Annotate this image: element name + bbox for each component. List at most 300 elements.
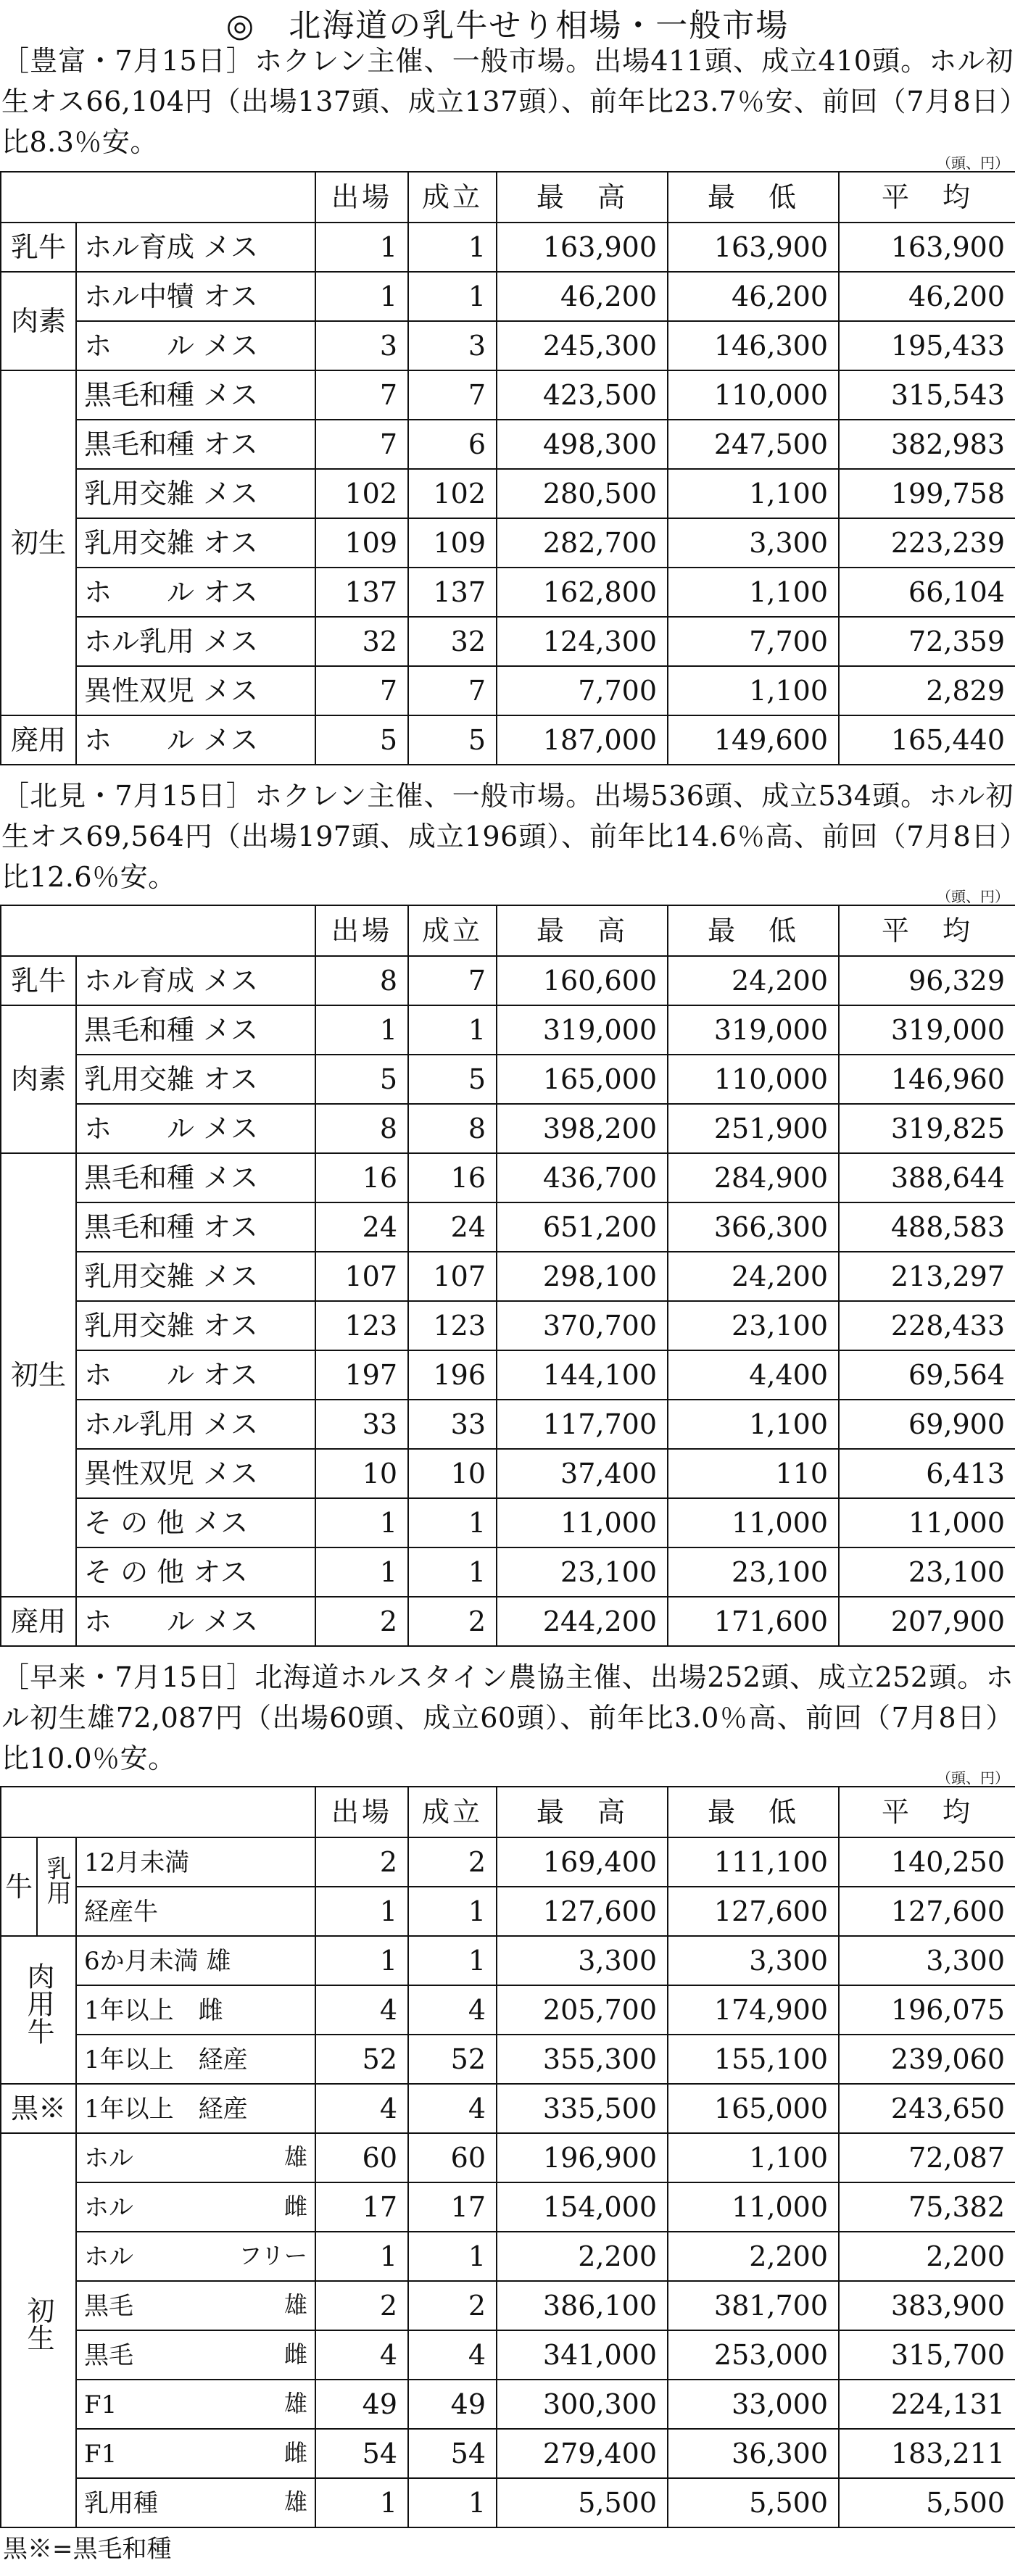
value-cell: 146,300 — [668, 321, 839, 370]
value-cell: 355,300 — [497, 2035, 668, 2084]
value-cell: 2,200 — [497, 2232, 668, 2281]
value-cell: 102 — [315, 469, 408, 518]
value-cell: 196,900 — [497, 2133, 668, 2182]
value-cell: 169,400 — [497, 1837, 668, 1887]
value-cell: 284,900 — [668, 1153, 839, 1202]
item-cell: ホル育成 メス — [76, 956, 315, 1005]
item-cell: ホ ル オス — [76, 1350, 315, 1400]
value-cell: 171,600 — [668, 1597, 839, 1646]
value-cell: 54 — [315, 2429, 408, 2478]
item-label: 1年以上 雌 — [84, 1996, 223, 2025]
value-cell: 251,900 — [668, 1104, 839, 1153]
value-cell: 8 — [315, 956, 408, 1005]
table-row — [1, 2182, 1015, 2232]
value-cell: 423,500 — [497, 370, 668, 420]
item-cell — [76, 2281, 315, 2330]
category-cell: 乳牛 — [1, 956, 76, 1005]
value-cell: 8 — [315, 1104, 408, 1153]
value-cell: 223,239 — [839, 518, 1015, 568]
value-cell: 11,000 — [668, 1498, 839, 1547]
value-cell: 5 — [315, 715, 408, 765]
table-row — [1, 420, 1015, 469]
section-2-unit: （頭、円） — [937, 888, 1009, 905]
category-label: 肉用牛 — [22, 1961, 54, 2045]
value-cell: 2 — [408, 2281, 497, 2330]
value-cell: 4,400 — [668, 1350, 839, 1400]
column-header: 成立 — [408, 905, 497, 956]
value-cell: 388,644 — [839, 1153, 1015, 1202]
value-cell: 123 — [315, 1301, 408, 1350]
value-cell: 154,000 — [497, 2182, 668, 2232]
item-cell: ホル乳用 メス — [76, 617, 315, 666]
value-cell: 10 — [315, 1449, 408, 1498]
value-cell: 1 — [315, 1887, 408, 1936]
column-header: 最 高 — [497, 172, 668, 223]
value-cell: 386,100 — [497, 2281, 668, 2330]
value-cell: 54 — [408, 2429, 497, 2478]
value-cell: 11,000 — [839, 1498, 1015, 1547]
section-1-unit: （頭、円） — [937, 154, 1009, 172]
item-sublabel: 雌 — [284, 2439, 308, 2467]
value-cell: 383,900 — [839, 2281, 1015, 2330]
table-row — [1, 2429, 1015, 2478]
item-cell: ホ ル メス — [76, 715, 315, 765]
value-cell: 1 — [408, 2232, 497, 2281]
item-cell: ホ ル メス — [76, 1104, 315, 1153]
category-cell — [1, 1936, 76, 2084]
section-3-unit: （頭、円） — [937, 1769, 1009, 1787]
item-cell: 黒毛和種 オス — [76, 420, 315, 469]
value-cell: 2 — [315, 2281, 408, 2330]
table-row — [1, 617, 1015, 666]
value-cell: 1 — [408, 1498, 497, 1547]
item-label: F1 — [84, 2440, 117, 2469]
table-row — [1, 272, 1015, 321]
section-2-intro: ［北見・7月15日］ホクレン主催、一般市場。出場536頭、成立534頭。ホル初生オス69,564円（出場197頭、成立196頭）、前年比14.6％高、前回（7月8日）比12.6％安。 — [1, 780, 1014, 893]
value-cell: 127,600 — [668, 1887, 839, 1936]
category-cell: 黒※ — [1, 2084, 76, 2133]
value-cell: 5,500 — [668, 2478, 839, 2527]
value-cell: 23,100 — [668, 1547, 839, 1597]
value-cell: 7 — [408, 956, 497, 1005]
table-row — [1, 321, 1015, 370]
column-header: 出場 — [315, 1787, 408, 1837]
item-cell: 異性双児 メス — [76, 666, 315, 715]
value-cell: 6,413 — [839, 1449, 1015, 1498]
table-row — [1, 518, 1015, 568]
value-cell: 163,900 — [668, 223, 839, 272]
table-row — [1, 2084, 1015, 2133]
value-cell: 110 — [668, 1449, 839, 1498]
value-cell: 341,000 — [497, 2330, 668, 2380]
item-cell: そ の 他 オス — [76, 1547, 315, 1597]
item-sublabel: 雄 — [284, 2488, 308, 2516]
category-cell: 初生 — [1, 370, 76, 715]
value-cell: 163,900 — [497, 223, 668, 272]
value-cell: 24,200 — [668, 956, 839, 1005]
value-cell: 1 — [408, 1547, 497, 1597]
category-cell — [1, 2133, 76, 2527]
item-cell — [76, 1936, 315, 1985]
value-cell: 4 — [315, 2330, 408, 2380]
value-cell: 195,433 — [839, 321, 1015, 370]
table-row — [1, 370, 1015, 420]
table-row — [1, 2133, 1015, 2182]
table-row — [1, 1350, 1015, 1400]
value-cell: 75,382 — [839, 2182, 1015, 2232]
value-cell: 10 — [408, 1449, 497, 1498]
table-row — [1, 1202, 1015, 1252]
column-header: 最 高 — [497, 1787, 668, 1837]
value-cell: 205,700 — [497, 1985, 668, 2035]
table-row — [1, 1301, 1015, 1350]
value-cell: 183,211 — [839, 2429, 1015, 2478]
value-cell: 174,900 — [668, 1985, 839, 2035]
item-label: 12月未満 — [84, 1848, 190, 1877]
value-cell: 127,600 — [839, 1887, 1015, 1936]
value-cell: 72,359 — [839, 617, 1015, 666]
column-header: 最 高 — [497, 905, 668, 956]
value-cell: 319,000 — [839, 1005, 1015, 1055]
value-cell: 109 — [315, 518, 408, 568]
header-blank — [1, 1787, 315, 1837]
item-cell — [76, 2232, 315, 2281]
value-cell: 140,250 — [839, 1837, 1015, 1887]
value-cell: 5,500 — [497, 2478, 668, 2527]
value-cell: 69,564 — [839, 1350, 1015, 1400]
value-cell: 146,960 — [839, 1055, 1015, 1104]
value-cell: 488,583 — [839, 1202, 1015, 1252]
value-cell: 127,600 — [497, 1887, 668, 1936]
value-cell: 49 — [315, 2380, 408, 2429]
value-cell: 498,300 — [497, 420, 668, 469]
table-row — [1, 1498, 1015, 1547]
value-cell: 144,100 — [497, 1350, 668, 1400]
value-cell: 5 — [315, 1055, 408, 1104]
item-cell — [76, 1837, 315, 1887]
table-row — [1, 715, 1015, 765]
value-cell: 282,700 — [497, 518, 668, 568]
value-cell: 1,100 — [668, 568, 839, 617]
value-cell: 382,983 — [839, 420, 1015, 469]
value-cell: 245,300 — [497, 321, 668, 370]
value-cell: 165,000 — [668, 2084, 839, 2133]
value-cell: 111,100 — [668, 1837, 839, 1887]
value-cell: 107 — [408, 1252, 497, 1301]
value-cell: 4 — [408, 2084, 497, 2133]
table-row — [1, 2281, 1015, 2330]
value-cell: 319,000 — [668, 1005, 839, 1055]
value-cell: 1 — [315, 1547, 408, 1597]
item-cell: 黒毛和種 メス — [76, 370, 315, 420]
value-cell: 110,000 — [668, 370, 839, 420]
value-cell: 5,500 — [839, 2478, 1015, 2527]
table-row — [1, 2380, 1015, 2429]
value-cell: 162,800 — [497, 568, 668, 617]
value-cell: 239,060 — [839, 2035, 1015, 2084]
item-cell: 黒毛和種 メス — [76, 1005, 315, 1055]
item-cell — [76, 1887, 315, 1936]
value-cell: 17 — [315, 2182, 408, 2232]
report-title: ◎ 北海道の乳牛せり相場・一般市場 — [225, 7, 790, 44]
value-cell: 72,087 — [839, 2133, 1015, 2182]
value-cell: 7 — [408, 666, 497, 715]
value-cell: 23,100 — [839, 1547, 1015, 1597]
item-cell — [76, 2035, 315, 2084]
table-row — [1, 1005, 1015, 1055]
item-cell — [76, 2478, 315, 2527]
value-cell: 110,000 — [668, 1055, 839, 1104]
value-cell: 155,100 — [668, 2035, 839, 2084]
value-cell: 165,440 — [839, 715, 1015, 765]
header-row — [1, 1787, 1015, 1837]
value-cell: 6 — [408, 420, 497, 469]
table-row — [1, 1547, 1015, 1597]
value-cell: 1 — [408, 223, 497, 272]
value-cell: 107 — [315, 1252, 408, 1301]
value-cell: 1,100 — [668, 2133, 839, 2182]
value-cell: 1 — [315, 2478, 408, 2527]
value-cell: 2 — [408, 1837, 497, 1887]
value-cell: 2 — [315, 1597, 408, 1646]
value-cell: 2,829 — [839, 666, 1015, 715]
value-cell: 243,650 — [839, 2084, 1015, 2133]
value-cell: 11,000 — [668, 2182, 839, 2232]
category-cell: 牛 — [1, 1837, 37, 1936]
value-cell: 1 — [315, 1936, 408, 1985]
value-cell: 7,700 — [497, 666, 668, 715]
value-cell: 207,900 — [839, 1597, 1015, 1646]
value-cell: 36,300 — [668, 2429, 839, 2478]
value-cell: 52 — [315, 2035, 408, 2084]
value-cell: 1 — [315, 223, 408, 272]
value-cell: 1 — [408, 1887, 497, 1936]
value-cell: 96,329 — [839, 956, 1015, 1005]
item-sublabel: 雄 — [284, 2291, 308, 2319]
value-cell: 187,000 — [497, 715, 668, 765]
value-cell: 123 — [408, 1301, 497, 1350]
value-cell: 32 — [408, 617, 497, 666]
value-cell: 2,200 — [668, 2232, 839, 2281]
column-header: 出場 — [315, 905, 408, 956]
value-cell: 3,300 — [668, 1936, 839, 1985]
value-cell: 17 — [408, 2182, 497, 2232]
value-cell: 335,500 — [497, 2084, 668, 2133]
table-row — [1, 1252, 1015, 1301]
value-cell: 109 — [408, 518, 497, 568]
value-cell: 7 — [315, 370, 408, 420]
value-cell: 1 — [315, 272, 408, 321]
value-cell: 46,200 — [497, 272, 668, 321]
value-cell: 1 — [408, 272, 497, 321]
column-header: 最 低 — [668, 1787, 839, 1837]
table-row — [1, 1104, 1015, 1153]
value-cell: 3 — [315, 321, 408, 370]
value-cell: 436,700 — [497, 1153, 668, 1202]
value-cell: 5 — [408, 715, 497, 765]
table-row — [1, 223, 1015, 272]
category-cell: 初生 — [1, 1153, 76, 1597]
item-cell — [76, 2133, 315, 2182]
header-row — [1, 172, 1015, 223]
category-cell: 肉素 — [1, 1005, 76, 1153]
item-sublabel: 雌 — [284, 2193, 308, 2220]
section-2-table — [0, 905, 1015, 1647]
item-label: 黒毛 — [84, 2292, 133, 2321]
value-cell: 4 — [408, 2330, 497, 2380]
item-label: ホル — [84, 2193, 133, 2222]
table-row — [1, 1055, 1015, 1104]
item-cell — [76, 2182, 315, 2232]
value-cell: 24,200 — [668, 1252, 839, 1301]
item-cell: ホル中犢 オス — [76, 272, 315, 321]
value-cell: 8 — [408, 1104, 497, 1153]
table-row — [1, 568, 1015, 617]
category-cell: 廃用 — [1, 1597, 76, 1646]
value-cell: 1 — [408, 1005, 497, 1055]
value-cell: 69,900 — [839, 1400, 1015, 1449]
item-sublabel: 雌 — [284, 2340, 308, 2368]
value-cell: 149,600 — [668, 715, 839, 765]
value-cell: 24 — [408, 1202, 497, 1252]
value-cell: 199,758 — [839, 469, 1015, 518]
value-cell: 23,100 — [668, 1301, 839, 1350]
table-row — [1, 1887, 1015, 1936]
value-cell: 224,131 — [839, 2380, 1015, 2429]
item-cell — [76, 1985, 315, 2035]
value-cell: 366,300 — [668, 1202, 839, 1252]
value-cell: 163,900 — [839, 223, 1015, 272]
value-cell: 244,200 — [497, 1597, 668, 1646]
section-3-intro: ［早来・7月15日］北海道ホルスタイン農協主催、出場252頭、成立252頭。ホル初生雄72,087円（出場60頭、成立60頭）、前年比3.0％高、前回（7月8日）比10.0％安。 — [1, 1661, 1014, 1774]
value-cell: 137 — [315, 568, 408, 617]
item-label: 6か月未満 雄 — [84, 1947, 231, 1976]
table-row — [1, 1449, 1015, 1498]
value-cell: 32 — [315, 617, 408, 666]
column-header: 成立 — [408, 1787, 497, 1837]
category-cell: 廃用 — [1, 715, 76, 765]
header-row — [1, 905, 1015, 956]
value-cell: 137 — [408, 568, 497, 617]
table-row — [1, 469, 1015, 518]
table-row — [1, 1153, 1015, 1202]
value-cell: 60 — [408, 2133, 497, 2182]
value-cell: 16 — [408, 1153, 497, 1202]
column-header: 成立 — [408, 172, 497, 223]
item-cell: 乳用交雑 メス — [76, 1252, 315, 1301]
table-row — [1, 2232, 1015, 2281]
value-cell: 319,825 — [839, 1104, 1015, 1153]
value-cell: 37,400 — [497, 1449, 668, 1498]
section-3-table — [0, 1786, 1015, 2528]
value-cell: 4 — [315, 1985, 408, 2035]
value-cell: 213,297 — [839, 1252, 1015, 1301]
footnote: 黒※=黒毛和種 — [3, 2535, 172, 2564]
value-cell: 24 — [315, 1202, 408, 1252]
value-cell: 1,100 — [668, 469, 839, 518]
value-cell: 16 — [315, 1153, 408, 1202]
item-cell — [76, 2380, 315, 2429]
section-1-intro: ［豊富・7月15日］ホクレン主催、一般市場。出場411頭、成立410頭。ホル初生オス66,104円（出場137頭、成立137頭）、前年比23.7％安、前回（7月8日）比8.3％安。 — [1, 45, 1014, 158]
value-cell: 315,700 — [839, 2330, 1015, 2380]
item-label: ホル — [84, 2243, 133, 2272]
value-cell: 7 — [408, 370, 497, 420]
value-cell: 228,433 — [839, 1301, 1015, 1350]
item-label: 経産牛 — [84, 1898, 158, 1927]
value-cell: 253,000 — [668, 2330, 839, 2380]
value-cell: 315,543 — [839, 370, 1015, 420]
value-cell: 1 — [408, 2478, 497, 2527]
value-cell: 33 — [408, 1400, 497, 1449]
value-cell: 196 — [408, 1350, 497, 1400]
header-blank — [1, 905, 315, 956]
value-cell: 2,200 — [839, 2232, 1015, 2281]
item-sublabel: 雄 — [284, 2390, 308, 2417]
item-cell: 乳用交雑 オス — [76, 1055, 315, 1104]
category-cell: 乳牛 — [1, 223, 76, 272]
item-cell: 黒毛和種 オス — [76, 1202, 315, 1252]
value-cell: 49 — [408, 2380, 497, 2429]
value-cell: 7,700 — [668, 617, 839, 666]
item-label: ホル — [84, 2144, 133, 2173]
value-cell: 247,500 — [668, 420, 839, 469]
value-cell: 46,200 — [668, 272, 839, 321]
item-cell: 乳用交雑 オス — [76, 518, 315, 568]
item-label: 1年以上 経産 — [84, 2095, 248, 2124]
value-cell: 33,000 — [668, 2380, 839, 2429]
value-cell: 1 — [315, 2232, 408, 2281]
value-cell: 3,300 — [668, 518, 839, 568]
value-cell: 165,000 — [497, 1055, 668, 1104]
column-header: 最 低 — [668, 905, 839, 956]
column-header: 平 均 — [839, 172, 1015, 223]
item-cell: ホ ル メス — [76, 321, 315, 370]
item-cell: 乳用交雑 メス — [76, 469, 315, 518]
value-cell: 319,000 — [497, 1005, 668, 1055]
value-cell: 4 — [408, 1985, 497, 2035]
category-cell — [37, 1837, 76, 1936]
value-cell: 11,000 — [497, 1498, 668, 1547]
item-cell: ホル育成 メス — [76, 223, 315, 272]
value-cell: 102 — [408, 469, 497, 518]
value-cell: 23,100 — [497, 1547, 668, 1597]
header-blank — [1, 172, 315, 223]
item-label: 乳用種 — [84, 2489, 158, 2518]
item-cell: そ の 他 メス — [76, 1498, 315, 1547]
column-header: 出場 — [315, 172, 408, 223]
item-label: F1 — [84, 2390, 117, 2419]
value-cell: 5 — [408, 1055, 497, 1104]
table-row — [1, 2330, 1015, 2380]
value-cell: 279,400 — [497, 2429, 668, 2478]
item-cell — [76, 2084, 315, 2133]
table-row — [1, 2478, 1015, 2527]
value-cell: 651,200 — [497, 1202, 668, 1252]
value-cell: 124,300 — [497, 617, 668, 666]
value-cell: 1 — [315, 1005, 408, 1055]
value-cell: 196,075 — [839, 1985, 1015, 2035]
item-sublabel: フリー — [239, 2242, 308, 2269]
value-cell: 3 — [408, 321, 497, 370]
value-cell: 7 — [315, 666, 408, 715]
value-cell: 7 — [315, 420, 408, 469]
item-cell: ホ ル メス — [76, 1597, 315, 1646]
value-cell: 3,300 — [839, 1936, 1015, 1985]
value-cell: 280,500 — [497, 469, 668, 518]
value-cell: 197 — [315, 1350, 408, 1400]
value-cell: 370,700 — [497, 1301, 668, 1350]
table-row — [1, 2035, 1015, 2084]
